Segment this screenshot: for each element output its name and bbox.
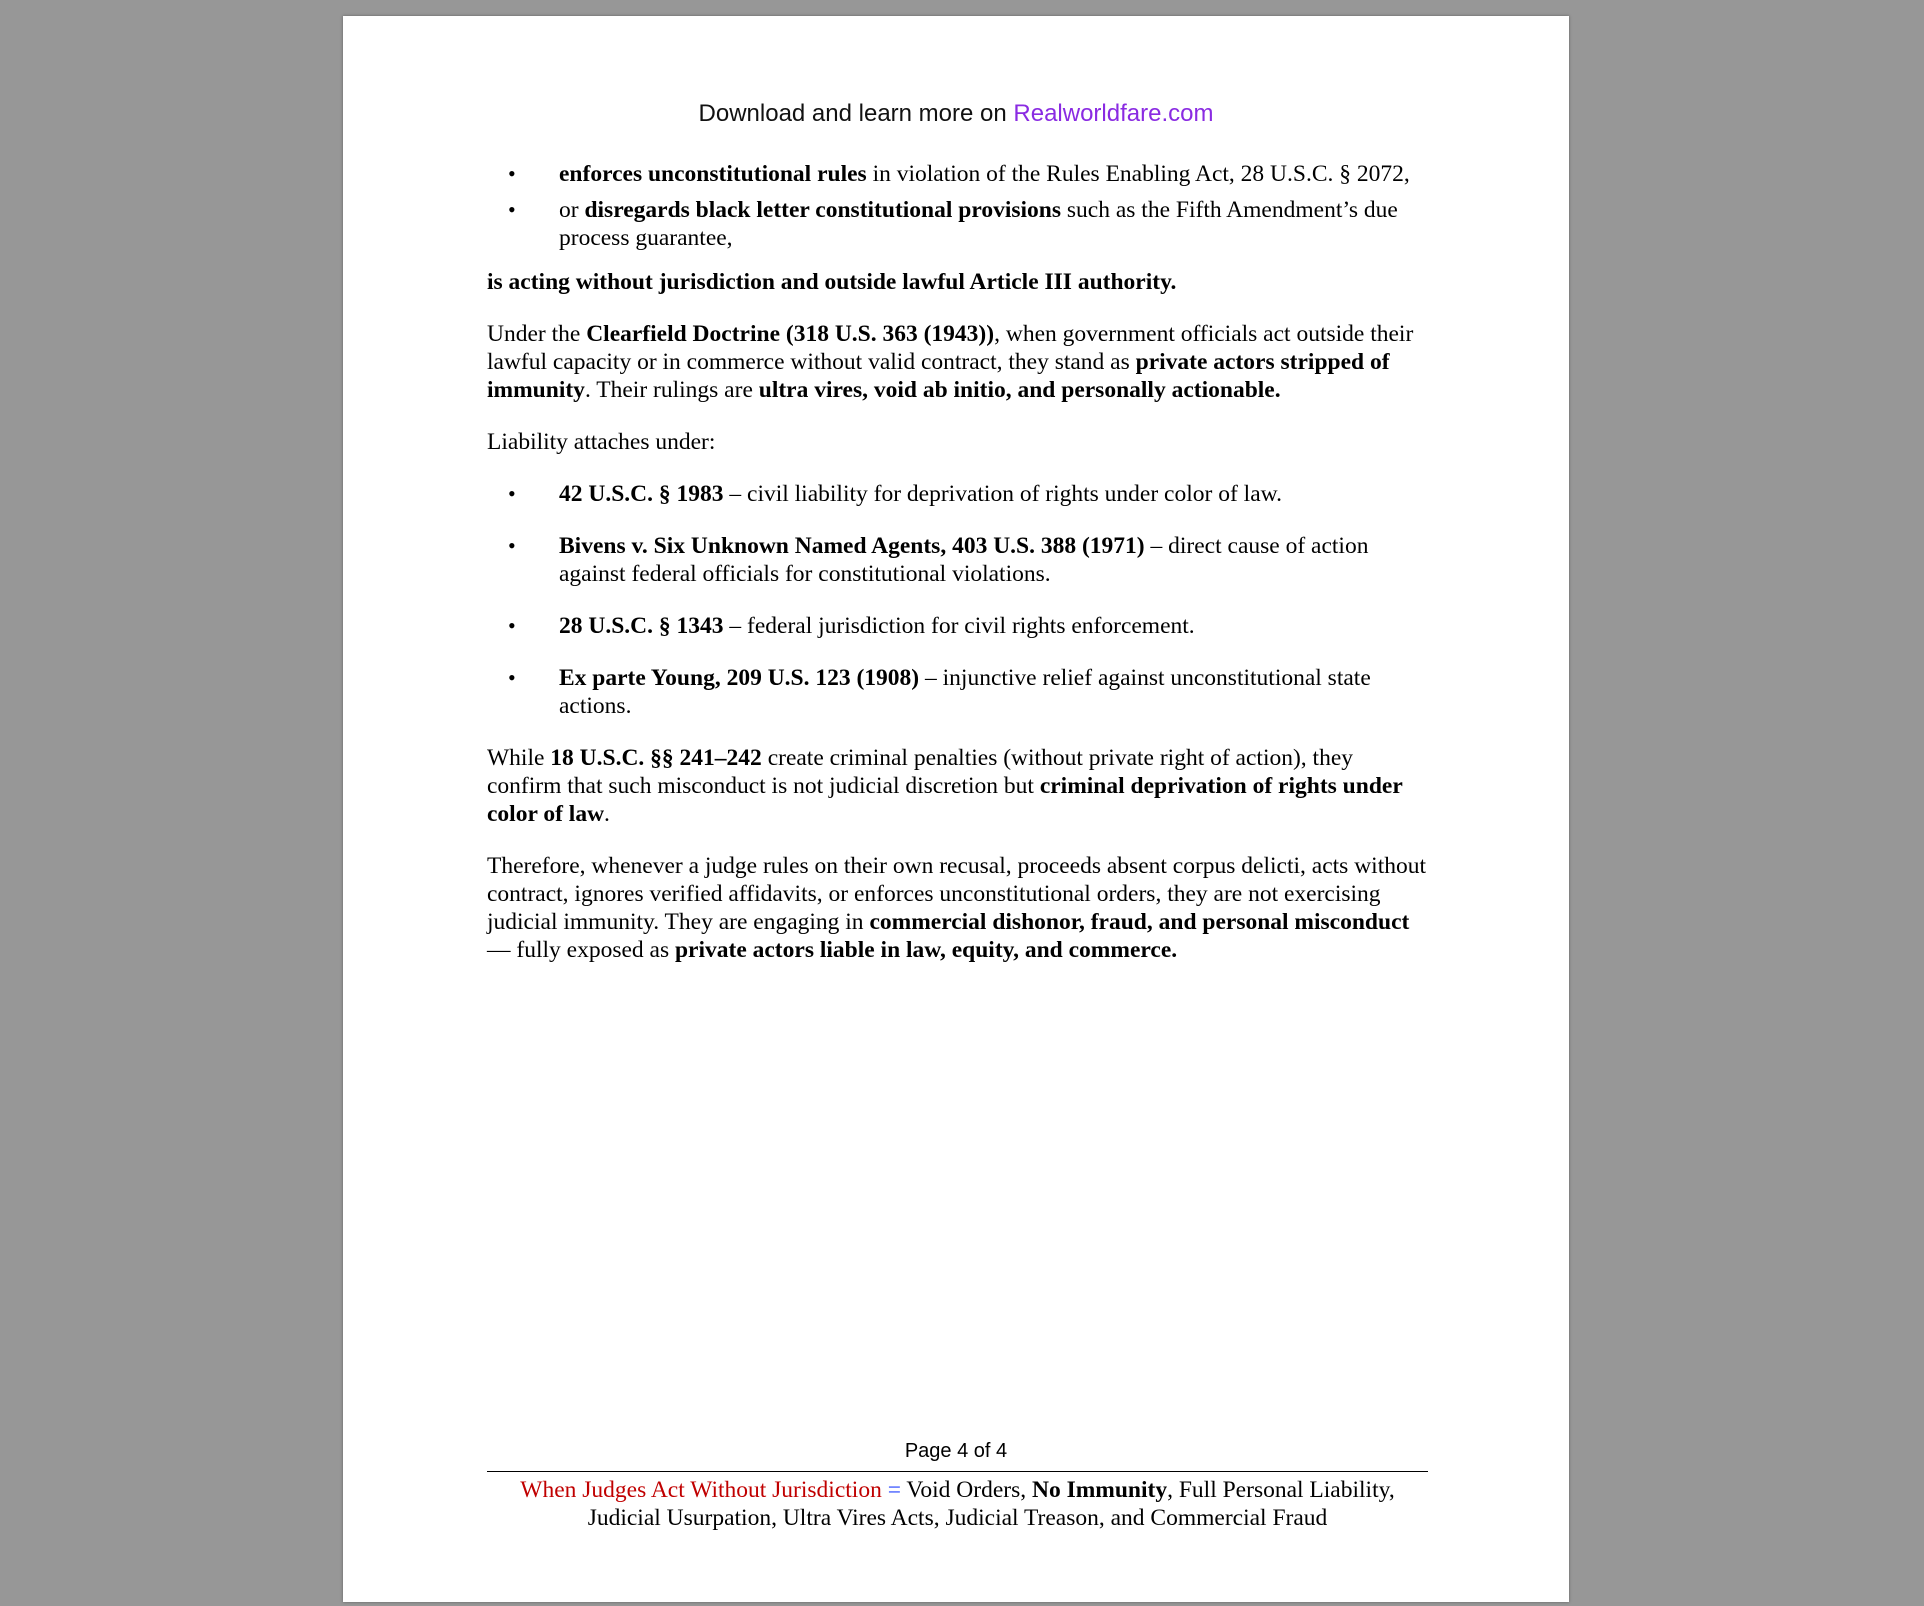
bold-run: criminal deprivation of rights under color of law (487, 773, 1403, 827)
list-item (487, 664, 1432, 720)
document-page (343, 16, 1569, 1602)
bullet-icon: • (508, 533, 516, 558)
conclusion-line (487, 268, 1432, 296)
list-item (487, 196, 1432, 252)
footer-title (487, 1476, 1428, 1532)
header-link[interactable]: Realworldfare.com (1013, 100, 1214, 127)
header-prefix: Download and learn more on (698, 100, 1014, 127)
text-run: , Full Personal Liability, Judicial Usurpation, Ultra Vires Acts, Judicial Treason, and Commercial Fraud (587, 1477, 1395, 1531)
text-run: Under the (487, 321, 587, 347)
bold-run: 18 U.S.C. §§ 241–242 (550, 745, 762, 771)
list-item-text: in violation of the Rules Enabling Act, 28 U.S.C. § 2072, (866, 161, 1410, 187)
text-run: — fully exposed as (487, 937, 675, 963)
liability-intro: Liability attaches under: (487, 429, 716, 455)
criminal-paragraph (487, 744, 1432, 828)
bullet-icon: • (508, 161, 516, 186)
bullet-icon: • (508, 197, 516, 222)
text-run: . (604, 801, 610, 827)
page-header (343, 100, 1569, 128)
list-item (487, 480, 1432, 508)
conclusion-bold: is acting without jurisdiction and outside lawful Article III authority. (487, 269, 1177, 295)
list-item (487, 532, 1432, 588)
bullet-icon: • (508, 665, 516, 690)
page-number: Page 4 of 4 (904, 1440, 1008, 1462)
text-run: . Their rulings are (584, 377, 759, 403)
footer-divider (487, 1471, 1428, 1472)
text-run: While (487, 745, 551, 771)
list-item-text: – direct cause of action against federal officials for constitutional violations. (559, 533, 1369, 587)
list-item-pre: or (559, 197, 585, 223)
text-run: Therefore, whenever a judge rules on their own recusal, proceeds absent corpus delicti, acts without contract, ignores verified affidavits, or enforces unconstitutional orders, they are not exercising judicial immunity. They are engaging in (487, 853, 1427, 935)
list-item-text: – civil liability for deprivation of rights under color of law. (723, 481, 1282, 507)
bold-run: No Immunity (1031, 1477, 1168, 1503)
list-item (487, 612, 1432, 640)
list-item-bold: Ex parte Young, 209 U.S. 123 (1908) (559, 665, 920, 691)
list-item-bold: Bivens v. Six Unknown Named Agents, 403 U.S. 388 (1971) (559, 533, 1145, 559)
bullet-icon: • (508, 613, 516, 638)
list-item-bold: 28 U.S.C. § 1343 (559, 613, 724, 639)
conditions-list (487, 160, 1432, 252)
bold-run: private actors liable in law, equity, and commerce. (674, 937, 1178, 963)
liability-list (487, 480, 1432, 720)
bold-run: private actors stripped of immunity (487, 349, 1390, 403)
list-item-text: – federal jurisdiction for civil rights enforcement. (723, 613, 1195, 639)
list-item (487, 160, 1432, 188)
footer-red-text: When Judges Act Without Jurisdiction (520, 1477, 882, 1503)
bullet-icon: • (508, 481, 516, 506)
clearfield-paragraph (487, 320, 1432, 404)
bold-run: commercial dishonor, fraud, and personal misconduct (869, 909, 1410, 935)
list-item-text: – injunctive relief against unconstitutional state actions. (559, 665, 1371, 719)
page-content (487, 160, 1432, 988)
bold-run: Clearfield Doctrine (318 U.S. 363 (1943)) (586, 321, 995, 347)
list-item-bold: enforces unconstitutional rules (559, 161, 867, 187)
therefore-paragraph (487, 852, 1432, 964)
list-item-text: such as the Fifth Amendment’s due process guarantee, (559, 197, 1398, 251)
text-run: create criminal penalties (without private right of action), they confirm that such misconduct is not judicial discretion but (487, 745, 1354, 799)
text-run: , when government officials act outside their lawful capacity or in commerce without valid contract, they stand as (487, 321, 1414, 375)
list-item-bold: disregards black letter constitutional provisions (584, 197, 1062, 223)
list-item-bold: 42 U.S.C. § 1983 (559, 481, 724, 507)
footer-equals: = (881, 1477, 907, 1503)
text-run: Void Orders, (906, 1477, 1032, 1503)
bold-run: ultra vires, void ab initio, and personally actionable. (758, 377, 1281, 403)
